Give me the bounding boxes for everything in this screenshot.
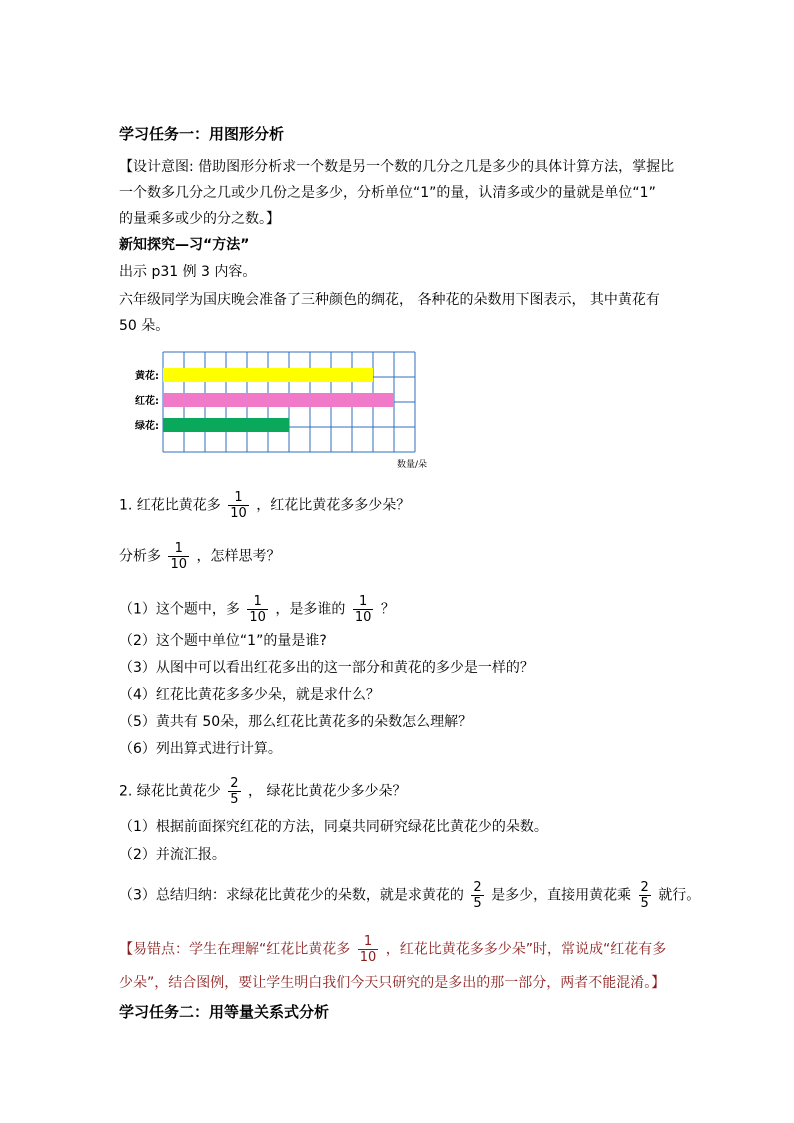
- show-text: 出示 p31 例 3 内容。: [119, 264, 257, 280]
- q2-sub-3: （3）总结归纳：求绿花比黄花少的朵数，就是求黄花的 $\frac{2}{5}$ 是多少，直接用黄花乘 $\frac{2}{5}$ 就行。: [119, 880, 701, 911]
- sub-question-1: （1）这个题中，多 $\frac{1}{10}$ ，是多谁的 $\frac{1}{10}$ ？: [119, 594, 395, 625]
- task1-heading: 学习任务一：用图形分析: [119, 125, 285, 143]
- bar-label: 绿花:: [135, 421, 159, 432]
- sub-question-6: （6）列出算式进行计算。: [119, 741, 282, 757]
- fraction: $\frac{2}{5}$: [473, 880, 482, 911]
- problem-line-2: 50 朵。: [119, 318, 170, 334]
- problem-line-1: 六年级同学为国庆晚会准备了三种颜色的绸花， 各种花的朵数用下图表示， 其中黄花有: [119, 292, 660, 308]
- question-1-pre: 1. 红花比黄花多: [119, 497, 221, 514]
- fraction: $\frac{1}{10}$: [359, 934, 377, 965]
- q2-sub-2: （2）并流汇报。: [119, 847, 226, 863]
- fraction: $\frac{2}{5}$: [640, 880, 649, 911]
- question-1: [119, 490, 410, 521]
- q2-sub-1: （1）根据前面探究红花的方法，同桌共同研究绿花比黄花少的朵数。: [119, 819, 548, 835]
- bar: [163, 418, 289, 432]
- flower-bar-chart: [125, 347, 465, 472]
- subheading: 新知探究—习“方法”: [119, 237, 250, 253]
- fraction: $\frac{2}{5}$: [230, 776, 239, 807]
- error-point-line-1: 【易错点：学生在理解“红花比黄花多 $\frac{1}{10}$ ，红花比黄花多多少朵”时，常说成“红花有多: [119, 934, 667, 965]
- intent-line-2: 一个数多几分之几或少几份之是多少，分析单位“1”的量，认清多或少的量就是单位“1”: [119, 185, 656, 201]
- sub-question-2: （2）这个题中单位“1”的量是谁?: [119, 633, 327, 649]
- bar: [163, 393, 394, 407]
- bar-label: 红花:: [135, 396, 159, 407]
- intent-line-3: 的量乘多或少的分之数。】: [119, 211, 280, 227]
- question-1-post: ，红花比黄花多多少朵？: [256, 497, 411, 514]
- fraction: $\frac{1}{10}$: [170, 541, 187, 572]
- intent-line-1: 【设计意图: 借助图形分析求一个数是另一个数的几分之几是多少的具体计算方法，掌握比: [119, 159, 675, 175]
- analysis-line: 分析多 $\frac{1}{10}$ ，怎样思考？: [119, 541, 281, 572]
- fraction: $\frac{1}{10}$: [230, 490, 247, 521]
- x-axis-label: 数量/朵: [396, 460, 427, 470]
- bar: [163, 368, 373, 382]
- fraction: $\frac{1}{10}$: [249, 594, 266, 625]
- fraction: $\frac{1}{10}$: [354, 594, 372, 625]
- question-2: 2. 绿花比黄花少 $\frac{2}{5}$ ， 绿花比黄花少多少朵？: [119, 776, 407, 807]
- sub-question-4: （4）红花比黄花多多少朵，就是求什么？: [119, 687, 380, 703]
- sub-question-5: （5）黄共有 50朵，那么红花比黄花多的朵数怎么理解？: [119, 714, 473, 730]
- bar-label: 黄花:: [135, 371, 159, 382]
- sub-question-3: （3）从图中可以看出红花多出的这一部分和黄花的多少是一样的？: [119, 660, 534, 676]
- error-point-line-2: 少朵”，结合图例，要让学生明白我们今天只研究的是多出的那一部分，两者不能混淆。】: [119, 975, 666, 991]
- task2-heading: 学习任务二：用等量关系式分析: [119, 1003, 330, 1021]
